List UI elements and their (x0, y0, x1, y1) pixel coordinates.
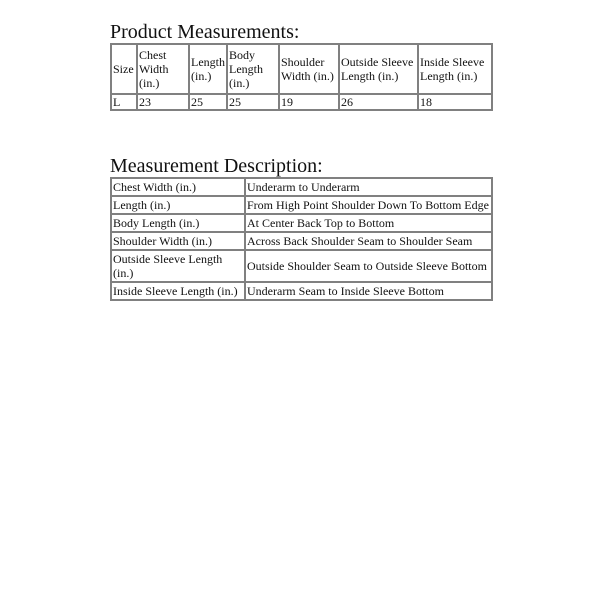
table-header-row (111, 44, 492, 94)
table-row (111, 214, 492, 232)
product-measurements-table (110, 43, 493, 111)
measurement-description-cell: From High Point Shoulder Down To Bottom Edge (245, 196, 492, 214)
table-cell: 18 (418, 94, 492, 110)
product-measurements-title: Product Measurements: (110, 21, 300, 43)
header-cell-shoulder-width: Shoulder Width (in.) (279, 44, 339, 94)
measurement-description-cell: Underarm to Underarm (245, 178, 492, 196)
table-row (111, 250, 492, 282)
table-cell: 19 (279, 94, 339, 110)
measurement-description-cell: Underarm Seam to Inside Sleeve Bottom (245, 282, 492, 300)
measurement-name-cell: Outside Sleeve Length (in.) (111, 250, 245, 282)
measurement-name-cell: Inside Sleeve Length (in.) (111, 282, 245, 300)
table-row (111, 94, 492, 110)
measurement-description-cell: Outside Shoulder Seam to Outside Sleeve Bottom (245, 250, 492, 282)
header-cell-outside-sleeve-length: Outside Sleeve Length (in.) (339, 44, 418, 94)
table-row (111, 282, 492, 300)
table-cell: 25 (189, 94, 227, 110)
header-cell-inside-sleeve-length: Inside Sleeve Length (in.) (418, 44, 492, 94)
header-cell-size: Size (111, 44, 137, 94)
table-cell: 23 (137, 94, 189, 110)
header-cell-chest-width: Chest Width (in.) (137, 44, 189, 94)
measurement-name-cell: Shoulder Width (in.) (111, 232, 245, 250)
measurement-name-cell: Body Length (in.) (111, 214, 245, 232)
table-row (111, 178, 492, 196)
header-cell-length: Length (in.) (189, 44, 227, 94)
table-row (111, 196, 492, 214)
table-cell: 26 (339, 94, 418, 110)
table-cell: 25 (227, 94, 279, 110)
table-row (111, 232, 492, 250)
measurement-description-title: Measurement Description: (110, 155, 323, 177)
measurement-description-table (110, 177, 493, 301)
measurement-description-cell: At Center Back Top to Bottom (245, 214, 492, 232)
header-cell-body-length: Body Length (in.) (227, 44, 279, 94)
measurement-name-cell: Length (in.) (111, 196, 245, 214)
measurement-name-cell: Chest Width (in.) (111, 178, 245, 196)
measurement-description-cell: Across Back Shoulder Seam to Shoulder Seam (245, 232, 492, 250)
table-cell: L (111, 94, 137, 110)
